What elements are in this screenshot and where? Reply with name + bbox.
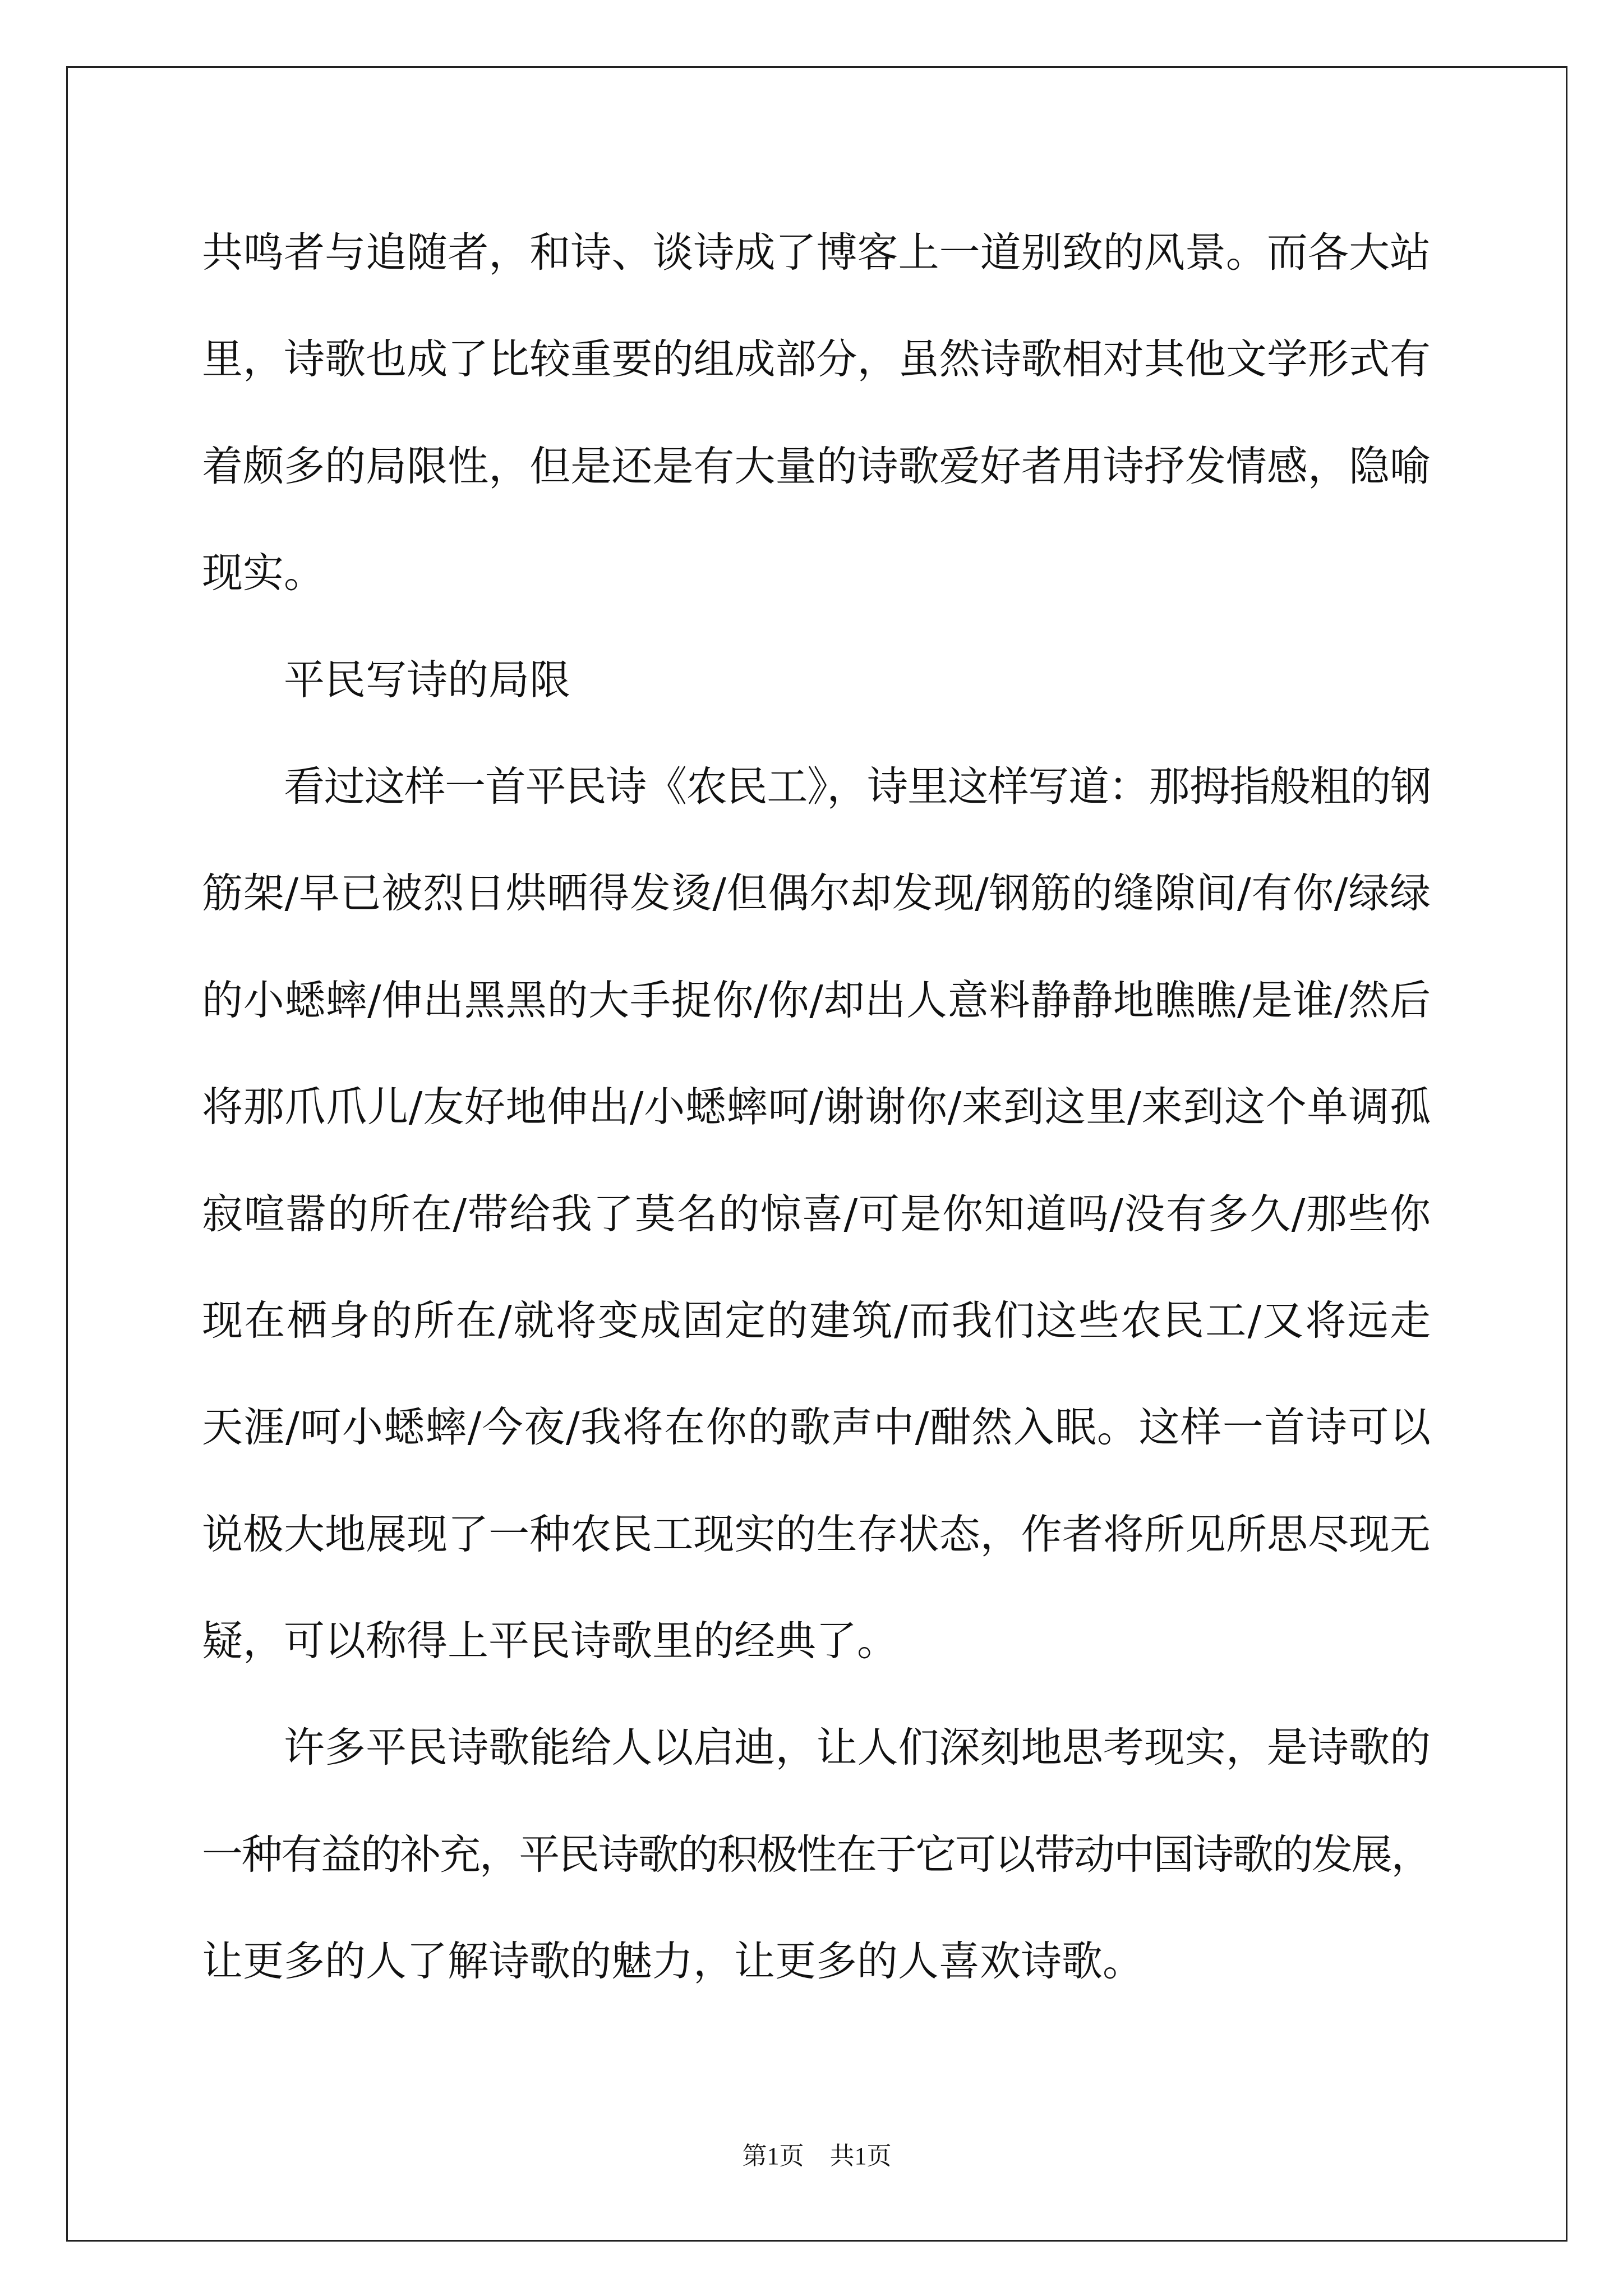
section-heading	[202, 627, 1431, 734]
text-line: 一种有益的补充，平民诗歌的积极性在于它可以带动中国诗歌的发展，	[202, 1830, 1431, 1879]
text-line: 筋架/早已被烈日烘晒得发烫/但偶尔却发现/钢筋的缝隙间/有你/绿绿	[202, 869, 1431, 918]
text-line: 天涯/呵小蟋蟀/今夜/我将在你的歌声中/酣然入眠。这样一首诗可以	[202, 1404, 1431, 1452]
page-footer	[66, 2139, 1567, 2173]
text-line: 疑，可以称得上平民诗歌里的经典了。	[202, 1617, 898, 1665]
page-number-current: 第1页	[742, 2142, 804, 2170]
text-line: 寂喧嚣的所在/带给我了莫名的惊喜/可是你知道吗/没有多久/那些你	[202, 1190, 1431, 1238]
text-line: 里，诗歌也成了比较重要的组成部分，虽然诗歌相对其他文学形式有	[202, 335, 1431, 384]
text-line: 的小蟋蟀/伸出黑黑的大手捉你/你/却出人意料静静地瞧瞧/是谁/然后	[202, 976, 1431, 1024]
text-line: 现在栖身的所在/就将变成固定的建筑/而我们这些农民工/又将远走	[202, 1296, 1431, 1345]
paragraph	[202, 1695, 1431, 2015]
text-line: 现实。	[202, 549, 325, 597]
text-line: 共鸣者与追随者，和诗、谈诗成了博客上一道别致的风景。而各大站	[202, 229, 1431, 277]
document-body	[202, 200, 1431, 2016]
text-line: 让更多的人了解诗歌的魅力，让更多的人喜欢诗歌。	[202, 1938, 1144, 1986]
page-count-total: 共1页	[829, 2142, 892, 2170]
paragraph	[202, 200, 1431, 627]
text-line: 将那爪爪儿/友好地伸出/小蟋蟀呵/谢谢你/来到这里/来到这个单调孤	[202, 1083, 1431, 1131]
text-line: 许多平民诗歌能给人以启迪，让人们深刻地思考现实，是诗歌的	[284, 1724, 1431, 1772]
text-line: 看过这样一首平民诗《农民工》，诗里这样写道：那拇指般粗的钢	[284, 762, 1431, 811]
text-line: 平民写诗的局限	[284, 656, 570, 704]
text-line: 说极大地展现了一种农民工现实的生存状态，作者将所见所思尽现无	[202, 1510, 1431, 1558]
paragraph	[202, 734, 1431, 1695]
text-line: 着颇多的局限性，但是还是有大量的诗歌爱好者用诗抒发情感，隐喻	[202, 442, 1431, 490]
